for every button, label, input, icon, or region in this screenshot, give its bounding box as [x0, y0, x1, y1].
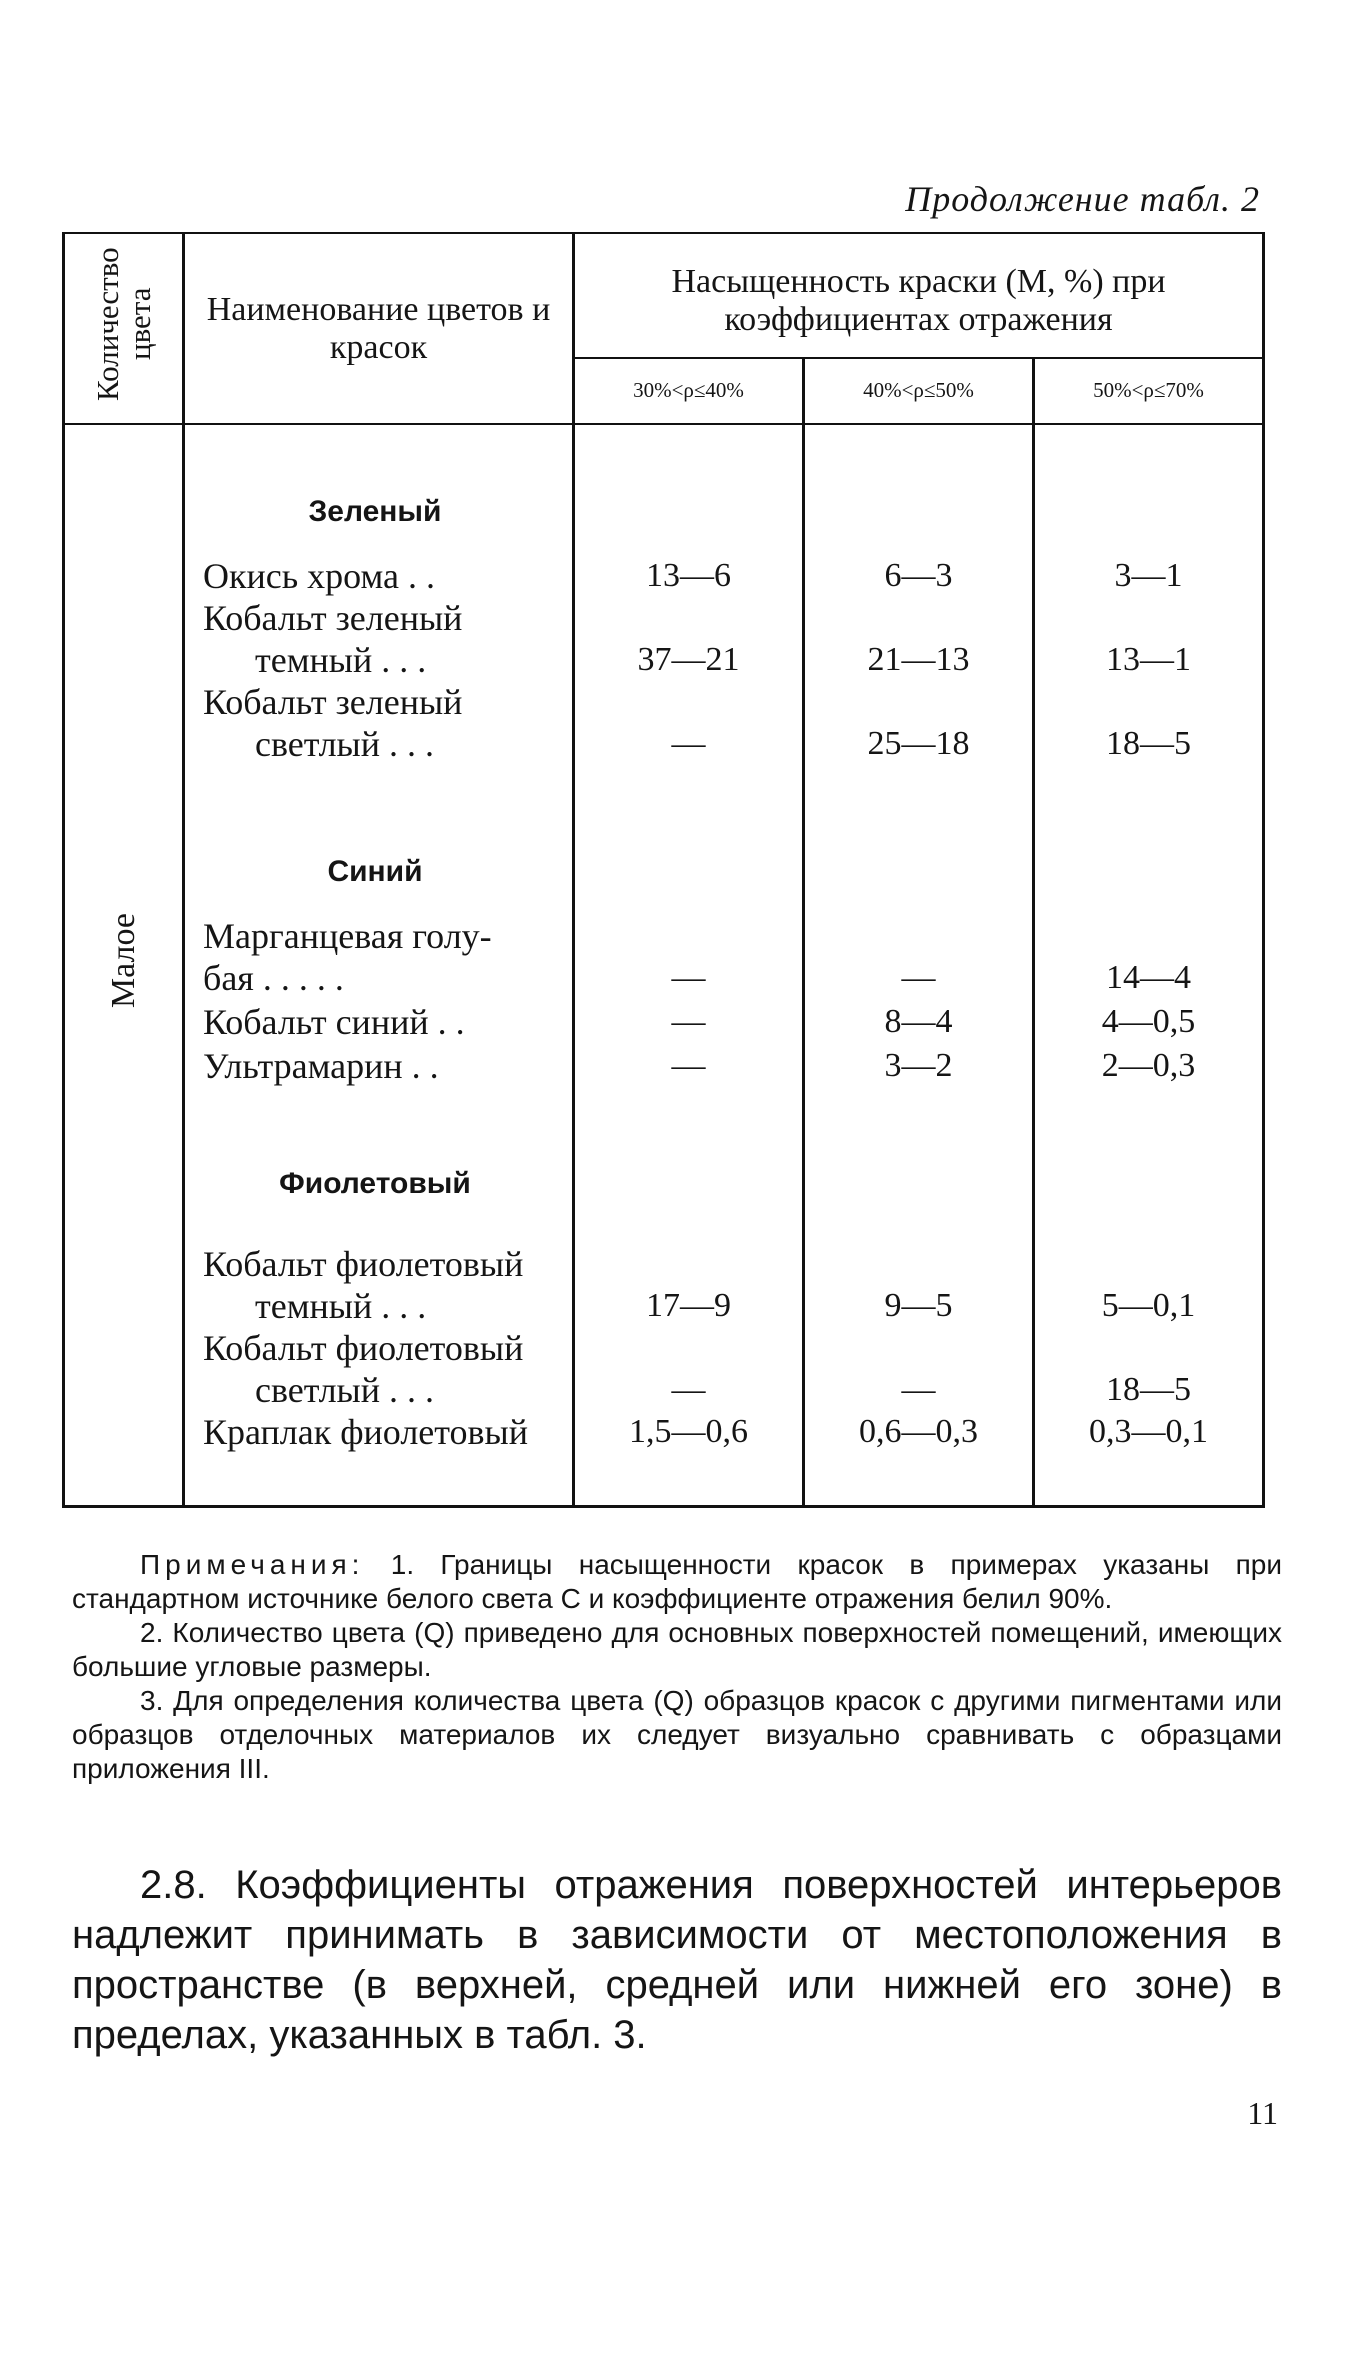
table-cell: 14—4: [1106, 959, 1191, 996]
table-cell: 18—5: [1106, 725, 1191, 762]
row-label: Ультрамарин . .: [203, 1046, 439, 1086]
subheader-2: 40%<ρ≤50%: [804, 358, 1034, 424]
table-cell: —: [671, 1047, 706, 1084]
group-title-violet: Фиолетовый: [279, 1167, 471, 1200]
table-cell: 21—13: [867, 641, 970, 678]
row-label: Кобальт фиолетовый темный . . .: [203, 1244, 524, 1326]
table-cell: —: [901, 959, 936, 996]
row-label: Кобальт синий . .: [203, 1002, 465, 1042]
quantity-cell: Малое: [64, 424, 184, 1507]
note-2: 2. Количество цвета (Q) приведено для основных поверхностей помещений, имеющих большие угловые размеры.: [72, 1617, 1282, 1682]
table-cell: 13—1: [1106, 641, 1191, 678]
table-cell: 6—3: [884, 557, 953, 594]
table-cell: 1,5—0,6: [629, 1413, 748, 1450]
table-cell: 37—21: [637, 641, 740, 678]
row-label: Кобальт зеленый светлый . . .: [203, 682, 463, 764]
table-cell: 3—2: [884, 1047, 953, 1084]
page-number: 11: [1247, 2095, 1278, 2131]
table-cell: 9—5: [884, 1287, 953, 1324]
table-caption: Продолжение табл. 2: [905, 179, 1260, 219]
values-column-1: [574, 424, 804, 1507]
note-3: 3. Для определения количества цвета (Q) образцов красок с другими пигментами или образцов отделочных материалов их следует визуально сравнивать с образцами приложения III.: [72, 1685, 1282, 1784]
table-cell: —: [671, 1371, 706, 1408]
saturation-header: Насыщенность краски (М, %) при коэффициентах отражения: [574, 233, 1264, 358]
names-column: [184, 424, 574, 1507]
group-title-green: Зеленый: [308, 495, 442, 528]
table-cell: 0,3—0,1: [1089, 1413, 1208, 1450]
note-1: Примечания: 1. Границы насыщенности красок в примерах указаны при стандартном источнике белого света С и коэффициенте отражения белил 90%.: [72, 1549, 1283, 1614]
row-label: Кобальт зеленый темный . . .: [203, 598, 463, 680]
table-cell: —: [671, 1003, 706, 1040]
subheader-1: 30%<ρ≤40%: [574, 358, 804, 424]
table-cell: 3—1: [1114, 557, 1183, 594]
table-cell: —: [901, 1371, 936, 1408]
table-cell: 4—0,5: [1101, 1003, 1196, 1040]
subheader-3: 50%<ρ≤70%: [1034, 358, 1264, 424]
row-label: Окись хрома . .: [203, 556, 435, 596]
section-2-8-paragraph: 2.8. Коэффициенты отражения поверхностей интерьеров надлежит принимать в зависимости от местоположения в пространстве (в верхней, средней или нижней его зоне) в пределах, указанных в табл. 3.: [72, 1863, 1282, 2057]
name-header: Наименование цветов и красок: [184, 233, 574, 424]
table-cell: 25—18: [867, 725, 970, 762]
table-cell: —: [671, 725, 706, 762]
table-cell: 18—5: [1106, 1371, 1191, 1408]
row-label: Марганцевая голу- бая . . . . .: [203, 916, 492, 998]
saturation-table: [62, 232, 1265, 1508]
quantity-header: Количество цвета: [64, 233, 184, 424]
table-cell: 13—6: [646, 557, 731, 594]
values-column-2: [804, 424, 1034, 1507]
table-cell: 0,6—0,3: [859, 1413, 978, 1450]
values-column-3: [1034, 424, 1264, 1507]
row-label: Краплак фиолетовый: [203, 1412, 528, 1452]
group-title-blue: Синий: [327, 855, 423, 888]
table-cell: 2—0,3: [1101, 1047, 1196, 1084]
table-cell: 8—4: [884, 1003, 953, 1040]
table-cell: 5—0,1: [1101, 1287, 1196, 1324]
notes-label: Примечания:: [140, 1549, 365, 1580]
table-cell: 17—9: [646, 1287, 731, 1324]
notes-block: [72, 1548, 1282, 1786]
table-cell: —: [671, 959, 706, 996]
row-label: Кобальт фиолетовый светлый . . .: [203, 1328, 524, 1410]
